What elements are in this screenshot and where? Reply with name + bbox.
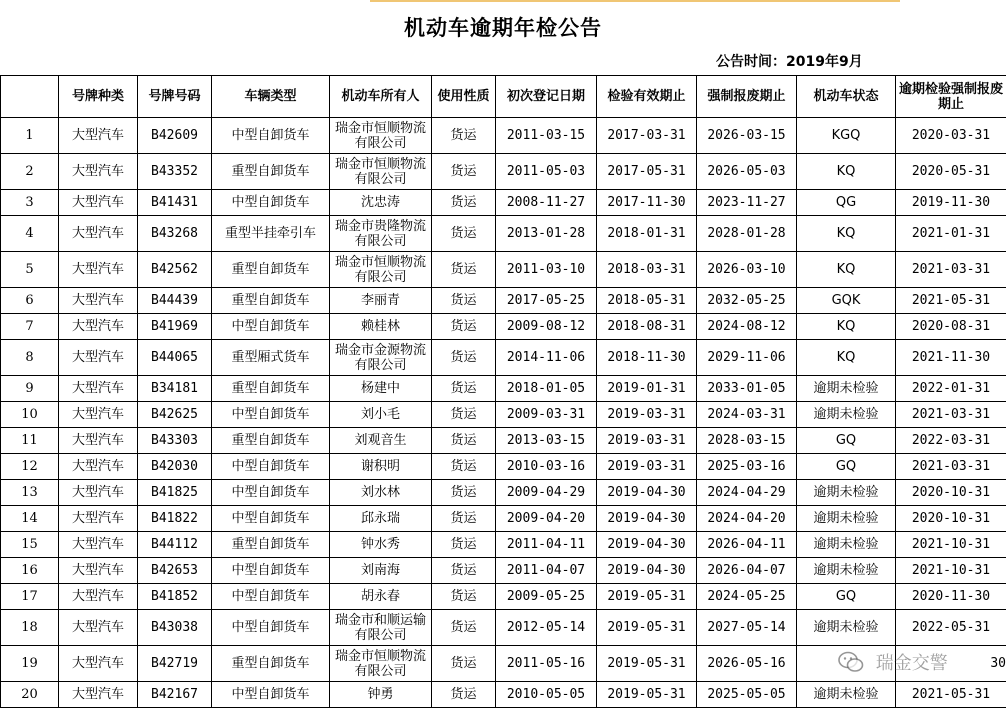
cell-owner: 瑞金市恒顺物流有限公司 xyxy=(330,154,432,190)
cell-index: 4 xyxy=(1,216,59,252)
cell-plate-type: 大型汽车 xyxy=(59,558,138,584)
cell-inspection-valid: 2019-05-31 xyxy=(597,646,697,682)
cell-owner: 刘南海 xyxy=(330,558,432,584)
cell-overdue-scrap: 2021-03-31 xyxy=(896,252,1006,288)
cell-overdue-scrap: 2019-11-30 xyxy=(896,190,1006,216)
cell-plate-number: B41822 xyxy=(138,506,212,532)
cell-first-registration: 2011-05-03 xyxy=(496,154,597,190)
cell-plate-type: 大型汽车 xyxy=(59,376,138,402)
table-row xyxy=(1,610,1006,646)
cell-vehicle-type: 中型自卸货车 xyxy=(212,480,330,506)
cell-inspection-valid: 2018-03-31 xyxy=(597,252,697,288)
cell-scrap-date: 2024-03-31 xyxy=(697,402,797,428)
publish-time: 公告时间：2019年9月 xyxy=(716,51,863,71)
cell-inspection-valid: 2019-05-31 xyxy=(597,584,697,610)
cell-index: 3 xyxy=(1,190,59,216)
cell-index: 12 xyxy=(1,454,59,480)
cell-vehicle-type: 重型厢式货车 xyxy=(212,340,330,376)
cell-owner: 赖桂林 xyxy=(330,314,432,340)
cell-plate-number: B44065 xyxy=(138,340,212,376)
cell-vehicle-type: 中型自卸货车 xyxy=(212,682,330,708)
cell-usage: 货运 xyxy=(432,506,496,532)
cell-status: 逾期未检验 xyxy=(797,532,896,558)
cell-index: 18 xyxy=(1,610,59,646)
cell-first-registration: 2012-05-14 xyxy=(496,610,597,646)
cell-overdue-scrap: 2021-10-31 xyxy=(896,532,1006,558)
cell-overdue-scrap: 2022-01-31 xyxy=(896,376,1006,402)
cell-owner: 瑞金市和顺运输有限公司 xyxy=(330,610,432,646)
cell-scrap-date: 2024-04-20 xyxy=(697,506,797,532)
cell-usage: 货运 xyxy=(432,288,496,314)
cell-scrap-date: 2024-05-25 xyxy=(697,584,797,610)
cell-usage: 货运 xyxy=(432,340,496,376)
cell-plate-number: B34181 xyxy=(138,376,212,402)
cell-inspection-valid: 2018-08-31 xyxy=(597,314,697,340)
cell-vehicle-type: 中型自卸货车 xyxy=(212,610,330,646)
cell-first-registration: 2011-03-15 xyxy=(496,118,597,154)
watermark-text: 瑞金交警 xyxy=(876,653,948,674)
cell-index: 19 xyxy=(1,646,59,682)
cell-usage: 货运 xyxy=(432,584,496,610)
cell-scrap-date: 2029-11-06 xyxy=(697,340,797,376)
cell-plate-number: B42653 xyxy=(138,558,212,584)
cell-plate-number: B44439 xyxy=(138,288,212,314)
cell-plate-number: B42562 xyxy=(138,252,212,288)
cell-status xyxy=(797,646,896,682)
cell-first-registration: 2011-04-07 xyxy=(496,558,597,584)
cell-vehicle-type: 中型自卸货车 xyxy=(212,190,330,216)
cell-plate-number: B41852 xyxy=(138,584,212,610)
cell-overdue-scrap: 2021-10-31 xyxy=(896,558,1006,584)
header-inspection-valid: 检验有效期止 xyxy=(597,76,697,118)
cell-owner: 沈忠涛 xyxy=(330,190,432,216)
cell-overdue-scrap: 2020-05-31 xyxy=(896,154,1006,190)
cell-vehicle-type: 重型半挂牵引车 xyxy=(212,216,330,252)
table-row xyxy=(1,402,1006,428)
table-row xyxy=(1,454,1006,480)
cell-status: GQ xyxy=(797,454,896,480)
cell-status: GQK xyxy=(797,288,896,314)
cell-first-registration: 2008-11-27 xyxy=(496,190,597,216)
cell-overdue-scrap: 2022-05-31 xyxy=(896,610,1006,646)
cell-vehicle-type: 中型自卸货车 xyxy=(212,506,330,532)
cell-usage: 货运 xyxy=(432,646,496,682)
cell-index: 5 xyxy=(1,252,59,288)
cell-plate-type: 大型汽车 xyxy=(59,506,138,532)
cell-vehicle-type: 中型自卸货车 xyxy=(212,118,330,154)
cell-plate-type: 大型汽车 xyxy=(59,402,138,428)
header-plate-number: 号牌号码 xyxy=(138,76,212,118)
table-row xyxy=(1,646,1006,682)
cell-vehicle-type: 中型自卸货车 xyxy=(212,584,330,610)
cell-plate-type: 大型汽车 xyxy=(59,480,138,506)
cell-scrap-date: 2028-01-28 xyxy=(697,216,797,252)
cell-inspection-valid: 2019-04-30 xyxy=(597,480,697,506)
cell-owner: 谢积明 xyxy=(330,454,432,480)
cell-first-registration: 2011-04-11 xyxy=(496,532,597,558)
table-row xyxy=(1,506,1006,532)
cell-first-registration: 2010-03-16 xyxy=(496,454,597,480)
table-row xyxy=(1,190,1006,216)
cell-inspection-valid: 2019-03-31 xyxy=(597,402,697,428)
cell-index: 1 xyxy=(1,118,59,154)
cell-status: GQ xyxy=(797,584,896,610)
accent-line xyxy=(370,0,900,2)
cell-scrap-date: 2024-04-29 xyxy=(697,480,797,506)
cell-owner: 杨建中 xyxy=(330,376,432,402)
cell-overdue-scrap: 2021-11-30 xyxy=(896,340,1006,376)
cell-overdue-scrap: 2021-01-31 xyxy=(896,216,1006,252)
cell-index: 14 xyxy=(1,506,59,532)
cell-status: GQ xyxy=(797,428,896,454)
cell-usage: 货运 xyxy=(432,190,496,216)
cell-usage: 货运 xyxy=(432,314,496,340)
cell-inspection-valid: 2019-04-30 xyxy=(597,506,697,532)
cell-status: KGQ xyxy=(797,118,896,154)
cell-inspection-valid: 2019-04-30 xyxy=(597,532,697,558)
cell-plate-type: 大型汽车 xyxy=(59,252,138,288)
cell-scrap-date: 2032-05-25 xyxy=(697,288,797,314)
cell-overdue-scrap: 2021-03-31 xyxy=(896,402,1006,428)
cell-plate-type: 大型汽车 xyxy=(59,190,138,216)
cell-scrap-date: 2026-05-16 xyxy=(697,646,797,682)
cell-index: 6 xyxy=(1,288,59,314)
cell-owner: 瑞金市恒顺物流有限公司 xyxy=(330,646,432,682)
table-row xyxy=(1,480,1006,506)
cell-plate-number: B43303 xyxy=(138,428,212,454)
cell-plate-number: B44112 xyxy=(138,532,212,558)
cell-overdue-scrap: 2020-10-31 xyxy=(896,480,1006,506)
cell-overdue-scrap: 2022-03-31 xyxy=(896,428,1006,454)
header-status: 机动车状态 xyxy=(797,76,896,118)
page-title: 机动车逾期年检公告 xyxy=(0,12,1006,42)
cell-usage: 货运 xyxy=(432,216,496,252)
cell-inspection-valid: 2018-05-31 xyxy=(597,288,697,314)
cell-first-registration: 2018-01-05 xyxy=(496,376,597,402)
cell-first-registration: 2011-05-16 xyxy=(496,646,597,682)
cell-plate-type: 大型汽车 xyxy=(59,682,138,708)
header-plate-type: 号牌种类 xyxy=(59,76,138,118)
cell-plate-number: B43038 xyxy=(138,610,212,646)
cell-index: 13 xyxy=(1,480,59,506)
cell-usage: 货运 xyxy=(432,532,496,558)
cell-status: 逾期未检验 xyxy=(797,558,896,584)
cell-first-registration: 2009-08-12 xyxy=(496,314,597,340)
cell-scrap-date: 2028-03-15 xyxy=(697,428,797,454)
cell-first-registration: 2009-04-20 xyxy=(496,506,597,532)
cell-owner: 刘小毛 xyxy=(330,402,432,428)
cell-index: 20 xyxy=(1,682,59,708)
cell-owner: 瑞金市贵隆物流有限公司 xyxy=(330,216,432,252)
cell-inspection-valid: 2017-11-30 xyxy=(597,190,697,216)
cell-plate-type: 大型汽车 xyxy=(59,428,138,454)
cell-scrap-date: 2027-05-14 xyxy=(697,610,797,646)
cell-usage: 货运 xyxy=(432,610,496,646)
cell-plate-type: 大型汽车 xyxy=(59,288,138,314)
cell-scrap-date: 2026-05-03 xyxy=(697,154,797,190)
cell-vehicle-type: 中型自卸货车 xyxy=(212,402,330,428)
cell-inspection-valid: 2019-05-31 xyxy=(597,610,697,646)
cell-plate-number: B43352 xyxy=(138,154,212,190)
cell-status: KQ xyxy=(797,340,896,376)
cell-index: 2 xyxy=(1,154,59,190)
cell-vehicle-type: 重型自卸货车 xyxy=(212,532,330,558)
cell-status: QG xyxy=(797,190,896,216)
header-usage: 使用性质 xyxy=(432,76,496,118)
cell-index: 9 xyxy=(1,376,59,402)
cell-usage: 货运 xyxy=(432,454,496,480)
cell-scrap-date: 2026-03-10 xyxy=(697,252,797,288)
cell-plate-number: B41969 xyxy=(138,314,212,340)
cell-status: KQ xyxy=(797,154,896,190)
cell-status: 逾期未检验 xyxy=(797,376,896,402)
cell-status: 逾期未检验 xyxy=(797,506,896,532)
table-header-row xyxy=(1,76,1006,118)
cell-vehicle-type: 重型自卸货车 xyxy=(212,252,330,288)
cell-owner: 钟水秀 xyxy=(330,532,432,558)
cell-owner: 邱永瑞 xyxy=(330,506,432,532)
cell-index: 8 xyxy=(1,340,59,376)
cell-first-registration: 2009-05-25 xyxy=(496,584,597,610)
table-row xyxy=(1,340,1006,376)
table-row xyxy=(1,216,1006,252)
cell-plate-number: B42719 xyxy=(138,646,212,682)
cell-vehicle-type: 重型自卸货车 xyxy=(212,646,330,682)
table-row xyxy=(1,584,1006,610)
cell-usage: 货运 xyxy=(432,154,496,190)
cell-overdue-scrap: 2020-10-31 xyxy=(896,506,1006,532)
header-index xyxy=(1,76,59,118)
cell-first-registration: 2014-11-06 xyxy=(496,340,597,376)
cell-inspection-valid: 2018-01-31 xyxy=(597,216,697,252)
header-overdue-scrap: 逾期检验强制报废期止 xyxy=(896,76,1006,118)
cell-plate-number: B43268 xyxy=(138,216,212,252)
cell-scrap-date: 2025-03-16 xyxy=(697,454,797,480)
table-row xyxy=(1,314,1006,340)
cell-first-registration: 2013-01-28 xyxy=(496,216,597,252)
cell-plate-type: 大型汽车 xyxy=(59,454,138,480)
table-row xyxy=(1,154,1006,190)
cell-scrap-date: 2026-04-11 xyxy=(697,532,797,558)
cell-owner: 刘水林 xyxy=(330,480,432,506)
cell-plate-type: 大型汽车 xyxy=(59,154,138,190)
cell-overdue-scrap: 2020-03-31 xyxy=(896,118,1006,154)
cell-first-registration: 2017-05-25 xyxy=(496,288,597,314)
table-row xyxy=(1,428,1006,454)
cell-owner: 胡永春 xyxy=(330,584,432,610)
cell-first-registration: 2010-05-05 xyxy=(496,682,597,708)
cell-index: 17 xyxy=(1,584,59,610)
vehicle-table xyxy=(0,75,1006,708)
cell-status: 逾期未检验 xyxy=(797,682,896,708)
table-row xyxy=(1,288,1006,314)
header-scrap-date: 强制报废期止 xyxy=(697,76,797,118)
cell-plate-number: B42609 xyxy=(138,118,212,154)
cell-scrap-date: 2023-11-27 xyxy=(697,190,797,216)
cell-usage: 货运 xyxy=(432,558,496,584)
cell-first-registration: 2013-03-15 xyxy=(496,428,597,454)
table-row xyxy=(1,532,1006,558)
header-owner: 机动车所有人 xyxy=(330,76,432,118)
cell-plate-type: 大型汽车 xyxy=(59,314,138,340)
cell-usage: 货运 xyxy=(432,682,496,708)
cell-plate-number: B42625 xyxy=(138,402,212,428)
cell-plate-type: 大型汽车 xyxy=(59,584,138,610)
cell-vehicle-type: 重型自卸货车 xyxy=(212,154,330,190)
cell-plate-number: B42030 xyxy=(138,454,212,480)
cell-plate-type: 大型汽车 xyxy=(59,646,138,682)
cell-owner: 李丽青 xyxy=(330,288,432,314)
cell-vehicle-type: 重型自卸货车 xyxy=(212,376,330,402)
cell-first-registration: 2009-03-31 xyxy=(496,402,597,428)
cell-plate-type: 大型汽车 xyxy=(59,216,138,252)
cell-scrap-date: 2026-03-15 xyxy=(697,118,797,154)
cell-usage: 货运 xyxy=(432,402,496,428)
cell-vehicle-type: 中型自卸货车 xyxy=(212,314,330,340)
cell-overdue-scrap: 2021-05-31 xyxy=(896,682,1006,708)
cell-plate-type: 大型汽车 xyxy=(59,610,138,646)
cell-overdue-scrap: 2020-08-31 xyxy=(896,314,1006,340)
cell-inspection-valid: 2019-03-31 xyxy=(597,454,697,480)
cell-index: 7 xyxy=(1,314,59,340)
cell-plate-number: B41431 xyxy=(138,190,212,216)
cell-owner: 瑞金市恒顺物流有限公司 xyxy=(330,118,432,154)
table-row xyxy=(1,376,1006,402)
cell-first-registration: 2011-03-10 xyxy=(496,252,597,288)
table-row xyxy=(1,252,1006,288)
cell-vehicle-type: 中型自卸货车 xyxy=(212,558,330,584)
cell-scrap-date: 2033-01-05 xyxy=(697,376,797,402)
cell-index: 10 xyxy=(1,402,59,428)
cell-overdue-scrap: 2020-11-30 xyxy=(896,584,1006,610)
cell-status: KQ xyxy=(797,252,896,288)
cell-inspection-valid: 2019-05-31 xyxy=(597,682,697,708)
cell-inspection-valid: 2017-03-31 xyxy=(597,118,697,154)
cell-vehicle-type: 中型自卸货车 xyxy=(212,454,330,480)
cell-index: 11 xyxy=(1,428,59,454)
cell-overdue-scrap: 30 xyxy=(896,646,1006,682)
cell-usage: 货运 xyxy=(432,118,496,154)
cell-plate-type: 大型汽车 xyxy=(59,532,138,558)
cell-owner: 瑞金市金源物流有限公司 xyxy=(330,340,432,376)
header-vehicle-type: 车辆类型 xyxy=(212,76,330,118)
cell-usage: 货运 xyxy=(432,252,496,288)
cell-vehicle-type: 重型自卸货车 xyxy=(212,288,330,314)
table-row xyxy=(1,558,1006,584)
cell-index: 15 xyxy=(1,532,59,558)
cell-overdue-scrap: 2021-05-31 xyxy=(896,288,1006,314)
cell-plate-type: 大型汽车 xyxy=(59,118,138,154)
cell-status: 逾期未检验 xyxy=(797,402,896,428)
cell-scrap-date: 2025-05-05 xyxy=(697,682,797,708)
cell-inspection-valid: 2019-01-31 xyxy=(597,376,697,402)
cell-plate-type: 大型汽车 xyxy=(59,340,138,376)
cell-first-registration: 2009-04-29 xyxy=(496,480,597,506)
cell-plate-number: B41825 xyxy=(138,480,212,506)
cell-overdue-scrap: 2021-03-31 xyxy=(896,454,1006,480)
cell-status: 逾期未检验 xyxy=(797,480,896,506)
cell-plate-number: B42167 xyxy=(138,682,212,708)
cell-status: 逾期未检验 xyxy=(797,610,896,646)
cell-usage: 货运 xyxy=(432,480,496,506)
cell-status: KQ xyxy=(797,216,896,252)
cell-inspection-valid: 2017-05-31 xyxy=(597,154,697,190)
cell-usage: 货运 xyxy=(432,376,496,402)
cell-inspection-valid: 2019-04-30 xyxy=(597,558,697,584)
cell-vehicle-type: 重型自卸货车 xyxy=(212,428,330,454)
cell-scrap-date: 2024-08-12 xyxy=(697,314,797,340)
cell-owner: 瑞金市恒顺物流有限公司 xyxy=(330,252,432,288)
cell-index: 16 xyxy=(1,558,59,584)
cell-inspection-valid: 2019-03-31 xyxy=(597,428,697,454)
table-row xyxy=(1,118,1006,154)
table-row xyxy=(1,682,1006,708)
cell-owner: 刘观音生 xyxy=(330,428,432,454)
cell-usage: 货运 xyxy=(432,428,496,454)
cell-status: KQ xyxy=(797,314,896,340)
cell-inspection-valid: 2018-11-30 xyxy=(597,340,697,376)
cell-owner: 钟勇 xyxy=(330,682,432,708)
header-first-registration: 初次登记日期 xyxy=(496,76,597,118)
cell-scrap-date: 2026-04-07 xyxy=(697,558,797,584)
